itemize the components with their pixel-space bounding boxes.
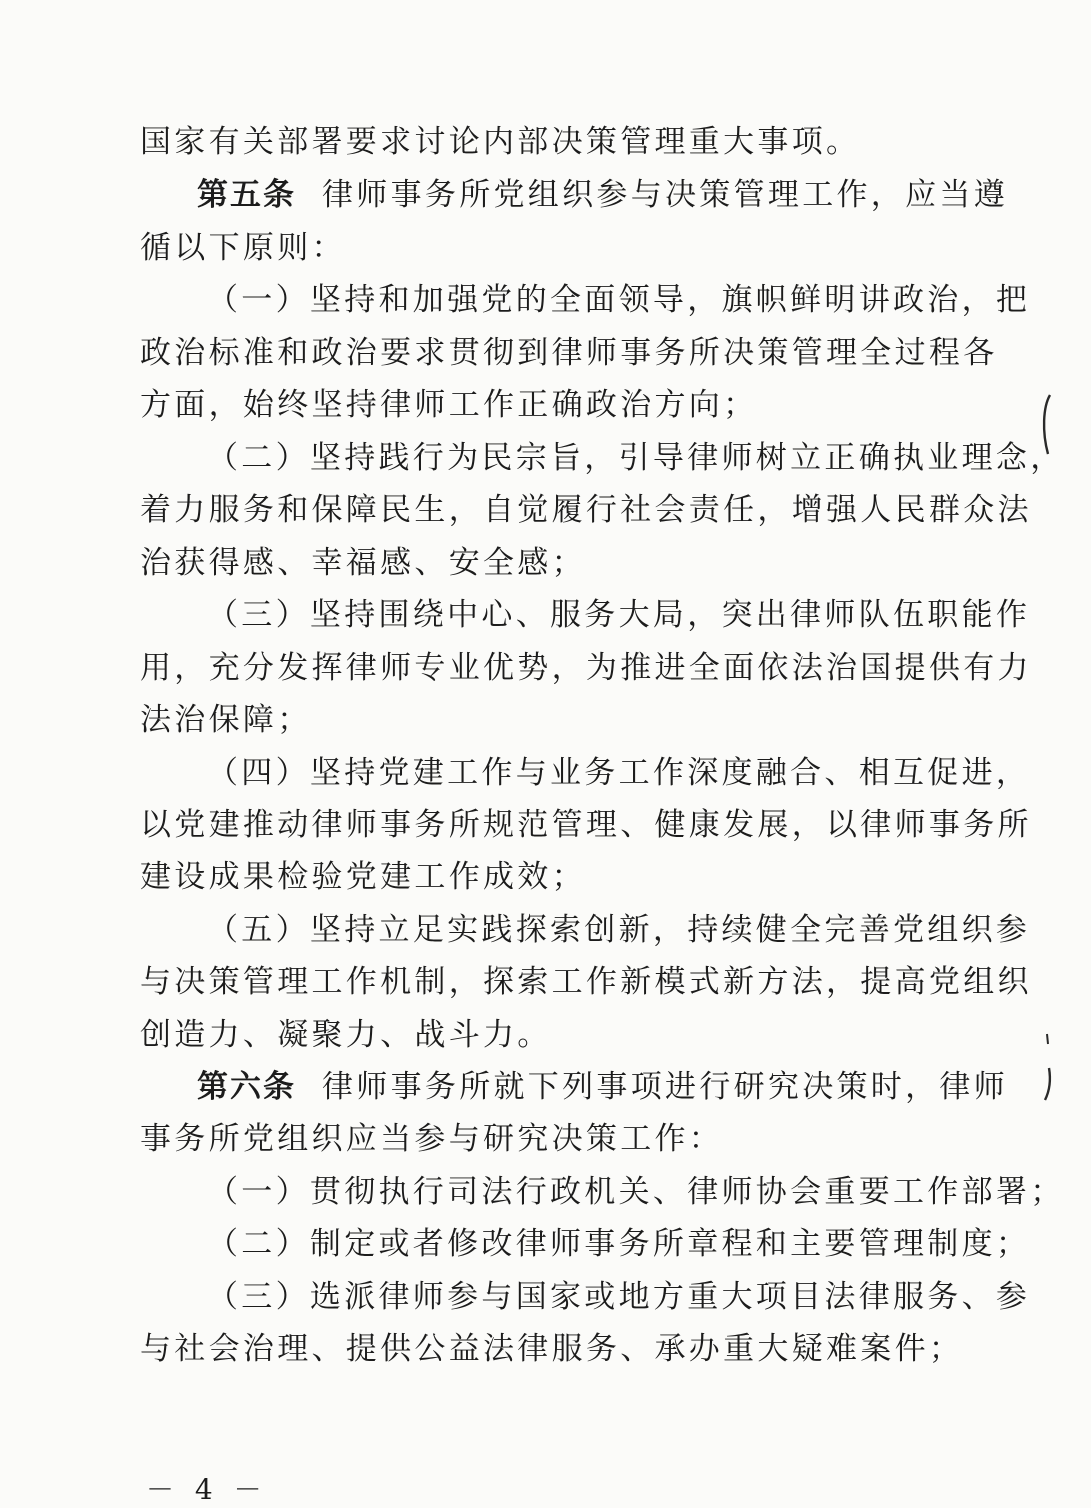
text-line: 用，充分发挥律师专业优势，为推进全面依法治国提供有力 [140, 650, 1032, 686]
text-line: （二）制定或者修改律师事务所章程和主要管理制度； [207, 1226, 1031, 1262]
text-line: （三）坚持围绕中心、服务大局，突出律师队伍职能作 [207, 597, 1031, 633]
article-6-label: 第六条 [197, 1069, 296, 1105]
text-line: 治获得感、幸福感、安全感； [140, 545, 586, 581]
binding-mark [1038, 392, 1058, 458]
text-line: （二）坚持践行为民宗旨，引导律师树立正确执业理念， [207, 440, 1065, 476]
text-line: （一）贯彻执行司法行政机关、律师协会重要工作部署； [207, 1174, 1065, 1210]
text-line: 政治标准和政治要求贯彻到律师事务所决策管理全过程各 [140, 335, 998, 371]
text-line: （一）坚持和加强党的全面领导，旗帜鲜明讲政治，把 [207, 282, 1031, 318]
text-line: 与决策管理工作机制，探索工作新模式新方法，提高党组织 [140, 964, 1032, 1000]
article-6-heading-line [197, 1067, 1008, 1107]
text-line: 以党建推动律师事务所规范管理、健康发展，以律师事务所 [140, 807, 1032, 843]
text-line: 与社会治理、提供公益法律服务、承办重大疑难案件； [140, 1331, 964, 1367]
text-line: 循以下原则： [140, 230, 346, 266]
page-number: － 4 － [146, 1473, 268, 1506]
text-line: 国家有关部署要求讨论内部决策管理重大事项。 [140, 124, 861, 160]
text-line: （三）选派律师参与国家或地方重大项目法律服务、参 [207, 1279, 1031, 1315]
text-line: 事务所党组织应当参与研究决策工作： [140, 1121, 724, 1157]
article-5-text: 律师事务所党组织参与决策管理工作，应当遵 [322, 177, 1008, 213]
article-5-label: 第五条 [197, 177, 296, 213]
text-line: 方面，始终坚持律师工作正确政治方向； [140, 387, 758, 423]
text-line: 着力服务和保障民生，自觉履行社会责任，增强人民群众法 [140, 492, 1032, 528]
binding-mark [1038, 1030, 1058, 1102]
article-5-heading-line [197, 175, 1008, 215]
text-line: （四）坚持党建工作与业务工作深度融合、相互促进， [207, 755, 1031, 791]
article-6-text: 律师事务所就下列事项进行研究决策时，律师 [322, 1069, 1008, 1105]
text-line: 建设成果检验党建工作成效； [140, 859, 586, 895]
text-line: 创造力、凝聚力、战斗力。 [140, 1017, 552, 1053]
text-line: 法治保障； [140, 702, 312, 738]
text-line: （五）坚持立足实践探索创新，持续健全完善党组织参 [207, 912, 1031, 948]
